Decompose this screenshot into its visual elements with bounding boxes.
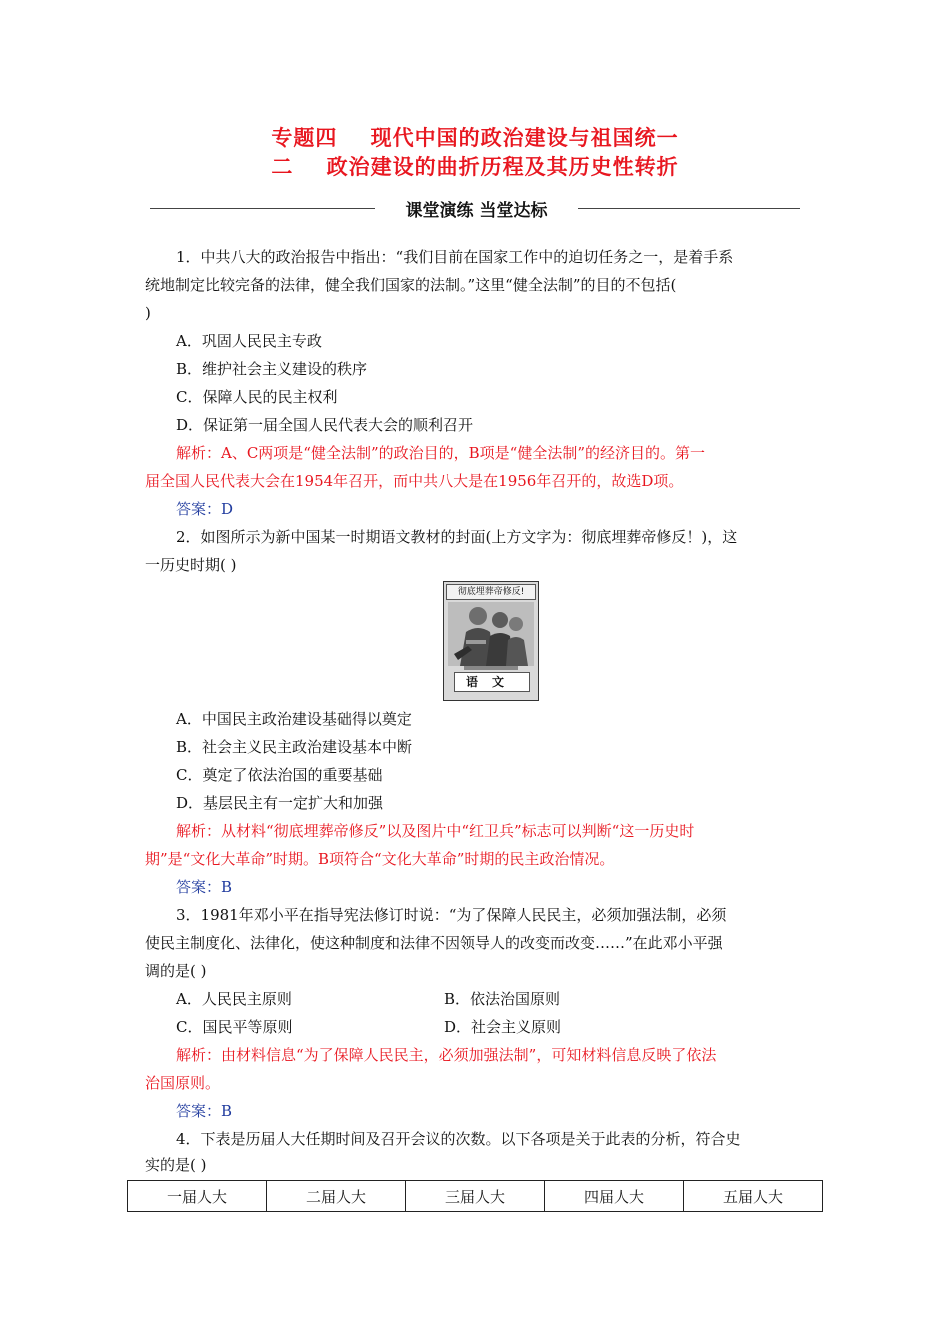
q2-option-a: A．中国民主政治建设基础得以奠定: [176, 710, 412, 728]
table-header-cell: 二届人大: [267, 1181, 406, 1212]
q3-option-c: C．国民平等原则: [176, 1018, 293, 1036]
q2-option-d: D．基层民主有一定扩大和加强: [176, 794, 384, 812]
textbook-cover-image: [443, 581, 539, 701]
table-header-cell: 三届人大: [406, 1181, 545, 1212]
red-guards-illustration: [448, 602, 534, 666]
q4-stem-line1: 4．下表是历届人大任期时间及召开会议的次数。以下各项是关于此表的分析，符合史: [176, 1130, 741, 1148]
q2-option-c: C．奠定了依法治国的重要基础: [176, 766, 383, 784]
banner-rule-right: [578, 208, 800, 209]
q2-stem-line2: 一历史时期( ): [145, 556, 237, 574]
cover-subtitle-bar: [464, 666, 518, 670]
q1-option-b: B．维护社会主义建设的秩序: [176, 360, 368, 378]
section-banner: [150, 196, 800, 220]
table-header-row: [128, 1181, 823, 1212]
q3-option-b: B．依法治国原则: [444, 990, 561, 1008]
q1-explanation-line2: 届全国人民代表大会在1954年召开，而中共八大是在1956年召开的，故选D项。: [145, 472, 684, 490]
table-header-cell: 五届人大: [684, 1181, 823, 1212]
q1-explanation-line1: 解析：A、C两项是“健全法制”的政治目的，B项是“健全法制”的经济目的。第一: [176, 444, 706, 462]
q1-option-a: A．巩固人民民主专政: [176, 332, 322, 350]
q4-stem-line2: 实的是( ): [145, 1156, 207, 1174]
q3-option-a: A．人民民主原则: [176, 990, 292, 1008]
q1-option-c: C．保障人民的民主权利: [176, 388, 338, 406]
table-header-cell: 四届人大: [545, 1181, 684, 1212]
page-subtitle: 二 政治建设的曲折历程及其历史性转折: [271, 155, 679, 179]
q1-stem-line2: 统地制定比较完备的法律，健全我们国家的法制。”这里“健全法制”的目的不包括(: [145, 276, 677, 294]
q1-stem-line1: 1．中共八大的政治报告中指出：“我们目前在国家工作中的迫切任务之一，是着手系: [176, 248, 734, 266]
q3-option-d: D．社会主义原则: [444, 1018, 562, 1036]
page-title: 专题四 现代中国的政治建设与祖国统一: [271, 126, 679, 150]
q1-stem-line3: ): [145, 304, 151, 322]
q2-option-b: B．社会主义民主政治建设基本中断: [176, 738, 413, 756]
q3-stem-line2: 使民主制度化、法律化，使这种制度和法律不因领导人的改变而改变……”在此邓小平强: [145, 934, 723, 952]
q2-explanation-line1: 解析：从材料“彻底埋葬帝修反”以及图片中“红卫兵”标志可以判断“这一历史时: [176, 822, 695, 840]
q3-answer: 答案：B: [176, 1102, 233, 1120]
congress-table: [127, 1180, 823, 1212]
q3-stem-line3: 调的是( ): [145, 962, 207, 980]
table-header-cell: 一届人大: [128, 1181, 267, 1212]
q1-answer: 答案：D: [176, 500, 234, 518]
cover-label: 语文: [454, 672, 530, 692]
banner-rule-left: [150, 208, 375, 209]
q3-explanation-line1: 解析：由材料信息“为了保障人民民主，必须加强法制”，可知材料信息反映了依法: [176, 1046, 717, 1064]
q2-stem-line1: 2．如图所示为新中国某一时期语文教材的封面(上方文字为：彻底埋葬帝修反！)，这: [176, 528, 738, 546]
q3-explanation-line2: 治国原则。: [145, 1074, 221, 1092]
q2-explanation-line2: 期”是“文化大革命”时期。B项符合“文化大革命”时期的民主政治情况。: [145, 850, 615, 868]
banner-text: 课堂演练 当堂达标: [405, 201, 548, 221]
q3-stem-line1: 3．1981年邓小平在指导宪法修订时说：“为了保障人民民主，必须加强法制，必须: [176, 906, 727, 924]
cover-slogan: 彻底埋葬帝修反!: [446, 584, 536, 600]
q2-answer: 答案：B: [176, 878, 233, 896]
q1-option-d: D．保证第一届全国人民代表大会的顺利召开: [176, 416, 474, 434]
